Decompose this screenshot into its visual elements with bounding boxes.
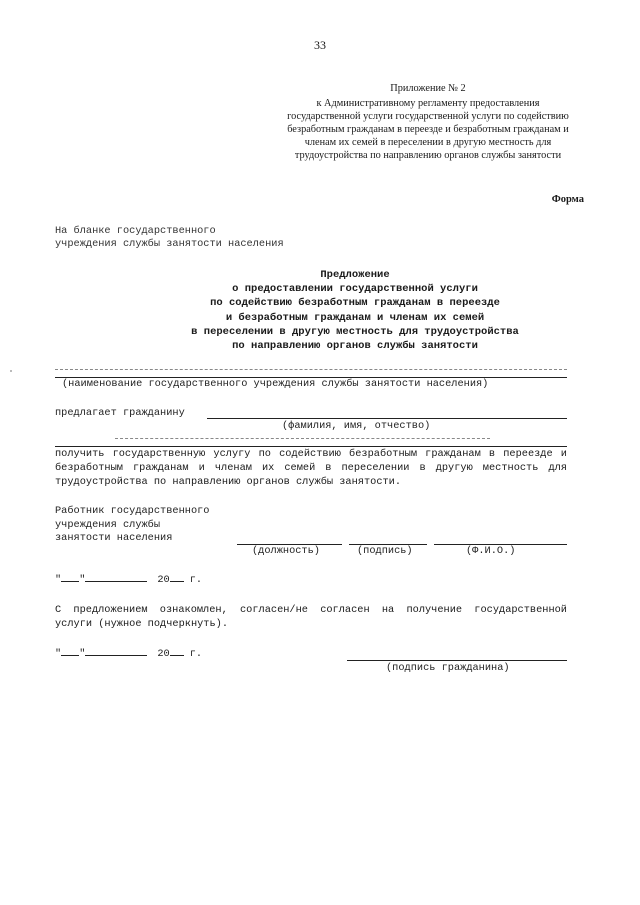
title-line: в переселении в другую местность для трудоустройства: [191, 325, 519, 338]
blank-note-line: учреждения службы занятости населения: [55, 238, 284, 250]
appendix-header: [258, 82, 598, 162]
date-line: [55, 574, 202, 586]
year-suffix: г.: [189, 648, 203, 660]
form-label: Форма: [551, 194, 584, 205]
title-line: по содействию безработным гражданам в переезде: [210, 297, 500, 310]
worker-block: [55, 505, 209, 546]
signature-caption: (подпись): [357, 545, 413, 557]
name-caption: (Ф.И.О.): [466, 545, 516, 557]
year-blank[interactable]: [170, 655, 184, 656]
document-title: [60, 268, 640, 353]
offers-label: предлагает гражданину: [55, 407, 185, 419]
institution-line-faint: [55, 369, 567, 370]
title-line: о предоставлении государственной услуги: [232, 283, 478, 296]
appendix-line: государственной услуги государственной услуги по содействию: [287, 111, 569, 122]
date-open-quote: ": [55, 574, 62, 586]
worker-line: учреждения службы: [55, 518, 161, 531]
blank-note: [55, 225, 284, 251]
position-caption: (должность): [252, 545, 320, 557]
appendix-line: трудоустройства по направлению органов службы занятости: [294, 150, 562, 161]
appendix-line: членам их семей в переселении в другую местность для: [304, 137, 552, 148]
agreement-paragraph: С предложением ознакомлен, согласен/не согласен на получение государственной услуги (нужное подчеркнуть).: [55, 604, 567, 630]
day-blank[interactable]: [61, 581, 79, 582]
year-prefix: 20: [157, 574, 170, 586]
title-line: Предложение: [320, 269, 390, 281]
page-number: 33: [314, 38, 326, 52]
date-line-2: [55, 648, 202, 660]
appendix-line: безработным гражданам в переезде и безработным гражданам и: [287, 124, 569, 135]
year-prefix: 20: [157, 648, 170, 660]
citizen-name-line[interactable]: [207, 418, 567, 419]
date-open-quote: ": [55, 648, 62, 660]
fio-caption: (фамилия, имя, отчество): [282, 420, 431, 432]
year-blank[interactable]: [170, 581, 184, 582]
title-line: по направлению органов службы занятости: [232, 340, 478, 353]
month-blank[interactable]: [85, 655, 147, 656]
scan-mark: [10, 370, 12, 372]
faint-line: [115, 438, 490, 439]
citizen-signature-line[interactable]: [347, 660, 567, 661]
title-line: и безработным гражданам и членам их семей: [225, 311, 485, 324]
date-close-quote: ": [79, 648, 86, 660]
citizen-signature-caption: (подпись гражданина): [386, 662, 510, 674]
day-blank[interactable]: [61, 655, 79, 656]
institution-caption: (наименование государственного учреждения службы занятости населения): [62, 378, 489, 390]
date-close-quote: ": [79, 574, 86, 586]
month-blank[interactable]: [85, 581, 147, 582]
appendix-line: к Административному регламенту предоставления: [316, 98, 540, 109]
appendix-heading: Приложение № 2: [390, 83, 466, 94]
service-paragraph: получить государственную услугу по содействию безработным гражданам в переезде и безработным гражданам и членам их семей в переселении в другую местность для трудоустройства по направлению органов службы занятости.: [55, 448, 567, 488]
worker-line: Работник государственного: [55, 505, 210, 517]
year-suffix: г.: [189, 574, 203, 586]
worker-line: занятости населения: [55, 532, 173, 545]
blank-note-line: На бланке государственного: [55, 225, 216, 237]
citizen-name-line-2[interactable]: [55, 446, 567, 447]
